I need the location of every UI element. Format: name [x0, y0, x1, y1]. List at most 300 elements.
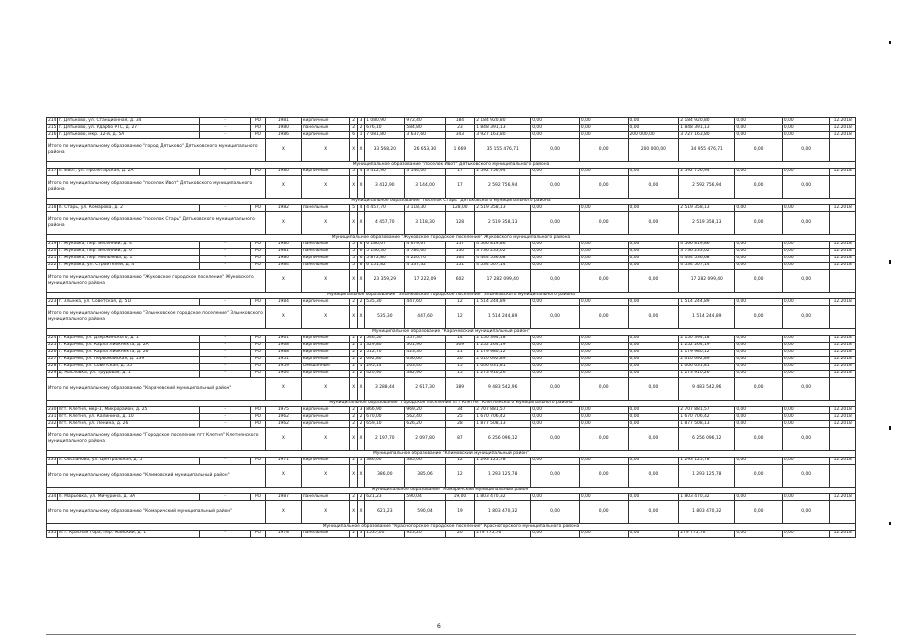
table-row [47, 414, 856, 421]
table-cell: 447,60 [405, 299, 445, 306]
subtotal-cell: 2 592 756,94 [679, 175, 735, 198]
subtotal-cell: 9 483 542,96 [475, 377, 531, 400]
subtotal-cell: 389 [445, 377, 475, 400]
table-cell: 420,90 [365, 370, 405, 377]
table-cell: 1951 [265, 356, 301, 363]
subtotal-cell: X [265, 269, 301, 292]
table-cell: 0,00 [782, 530, 830, 537]
table-cell: 670,00 [365, 414, 405, 421]
table-cell: РО [251, 125, 266, 132]
subtotal-cell: X [350, 428, 357, 451]
table-cell: г. Карачев, ул. Карла Либкнехта, д. 26 [57, 349, 200, 356]
table-cell: 0,00 [579, 530, 628, 537]
table-cell: 0,00 [531, 205, 580, 212]
subtotal-cell: 0,00 [735, 501, 783, 524]
subtotal-cell: 0,00 [531, 464, 580, 487]
subtotal-cell: X [301, 139, 350, 162]
table-cell: - [200, 494, 251, 501]
subtotal-cell: 0,00 [579, 464, 628, 487]
subtotal-cell: 0,00 [579, 501, 628, 524]
table-cell: кирпичные [301, 370, 350, 377]
table-cell: 1 [357, 342, 364, 349]
table-cell: 1964 [265, 370, 301, 377]
subtotal-row [47, 428, 856, 451]
subtotal-cell: X [350, 377, 357, 400]
table-cell: 1 006 631,81 [679, 363, 735, 370]
table-cell: 0,00 [735, 118, 783, 125]
table-row [47, 370, 856, 377]
table-cell: 0,00 [782, 421, 830, 428]
table-cell: 676,10 [365, 125, 405, 132]
subtotal-row [47, 306, 856, 329]
table-cell: 216 [48, 131, 57, 137]
table-cell: 7 081,80 [365, 132, 405, 139]
table-cell: 0,00 [782, 262, 830, 269]
table-cell: 5 [350, 262, 357, 269]
table-cell: - [200, 205, 251, 212]
table-cell: 0,00 [579, 241, 628, 248]
subtotal-cell: 34 955 476,71 [679, 139, 735, 162]
table-cell: 1971 [265, 457, 301, 464]
subtotal-cell: X [265, 377, 301, 400]
table-cell: 0,00 [531, 248, 580, 255]
subtotal-cell: 0,00 [782, 377, 830, 400]
table-cell: г. Жуковка, пер. Весенний, д. 4 [57, 241, 200, 248]
table-cell: 229 [48, 370, 57, 376]
table-cell: панельные [301, 205, 350, 212]
subtotal-cell: 0,00 [782, 464, 830, 487]
table-cell: 0,00 [628, 255, 679, 262]
subtotal-cell: 0,00 [735, 269, 783, 292]
table-cell: 1 006 631,81 [475, 363, 531, 370]
table-cell: 0,00 [782, 335, 830, 342]
table-cell: 1980 [265, 255, 301, 262]
table-cell: панельные [301, 494, 350, 501]
table-cell: 130 [445, 248, 475, 255]
table-cell: 0,00 [735, 457, 783, 464]
subtotal-cell: X [357, 269, 364, 292]
table-cell: 12.2018 [830, 421, 856, 428]
table-cell: 0,00 [579, 205, 628, 212]
table-cell: д. Масловка, ул. Трудовая, д. 1 [57, 370, 200, 377]
subtotal-cell-empty [830, 501, 856, 524]
table-cell: 0,00 [782, 363, 830, 370]
table-cell: 0,00 [579, 335, 628, 342]
table-cell: 0,00 [628, 421, 679, 428]
subtotal-cell: 0,00 [531, 377, 580, 400]
table-cell: 0,00 [782, 168, 830, 175]
table-cell: 0,00 [782, 457, 830, 464]
table-cell: - [200, 356, 251, 363]
table-cell: 2 [357, 349, 364, 356]
table-cell: РО [251, 363, 266, 370]
table-cell: 0,00 [531, 125, 580, 132]
table-cell: 0,00 [579, 356, 628, 363]
table-cell: 1968 [265, 342, 301, 349]
subtotal-cell: 0,00 [531, 269, 580, 292]
table-cell: 0,00 [782, 349, 830, 356]
table-cell: 0,00 [579, 494, 628, 501]
table-cell: 12.2018 [830, 363, 856, 370]
table-cell: 17 [445, 168, 475, 175]
table-cell: 2 [357, 494, 364, 501]
table-cell: 0,00 [628, 248, 679, 255]
subtotal-cell: X [265, 212, 301, 235]
subtotal-row [47, 464, 856, 487]
table-cell: 0,00 [531, 370, 580, 377]
table-cell: 1537,00 [365, 530, 405, 537]
table-cell: 972,40 [405, 118, 445, 125]
table-cell: 232 [48, 420, 57, 426]
table-cell: 512,70 [365, 349, 405, 356]
table-cell: смешанные [301, 363, 350, 370]
municipality-name: Муниципальное образование "Комаричский муниципальный район" [47, 487, 856, 494]
subtotal-cell: X [357, 501, 364, 524]
table-row [47, 118, 856, 125]
table-cell: 0,00 [782, 414, 830, 421]
table-cell: 0,00 [735, 421, 783, 428]
table-cell: 301,90 [405, 342, 445, 349]
table-cell: 1980 [265, 241, 301, 248]
subtotal-cell-empty [830, 428, 856, 451]
table-cell: 1 [357, 132, 364, 139]
table-cell: 220 [48, 248, 57, 254]
table-cell: РО [251, 262, 266, 269]
subtotal-cell: 0,00 [628, 269, 679, 292]
table-cell: - [200, 132, 251, 139]
table-cell: РО [251, 248, 266, 255]
subtotal-cell: 386,00 [365, 464, 405, 487]
table-cell: 2 592 756,94 [679, 168, 735, 175]
table-cell: 0,00 [735, 335, 783, 342]
subtotal-cell: 0,00 [782, 175, 830, 198]
table-cell: - [200, 125, 251, 132]
table-cell: 2 [350, 530, 357, 537]
subtotal-cell-empty [830, 139, 856, 162]
table-cell: 1980 [265, 125, 301, 132]
table-cell: 184 [445, 118, 475, 125]
table-cell: 2 [357, 370, 364, 377]
table-cell: 1981 [265, 118, 301, 125]
table-cell: 1987 [265, 494, 301, 501]
table-cell: 0,00 [782, 118, 830, 125]
table-cell: 228 [48, 363, 57, 369]
table-cell: 0,00 [579, 414, 628, 421]
table-cell: п. Обсланово, ул. Центральная, д. 5 [57, 457, 200, 464]
table-cell: 0,00 [782, 125, 830, 132]
table-cell: 0,00 [579, 370, 628, 377]
table-cell: 0,00 [579, 262, 628, 269]
table-cell: 0,00 [628, 299, 679, 306]
subtotal-cell: 0,00 [735, 212, 783, 235]
subtotal-cell: 128 [445, 212, 475, 235]
table-cell: 2 [350, 118, 357, 125]
subtotal-cell: X [301, 501, 350, 524]
table-cell: кирпичные [301, 255, 350, 262]
table-cell: г. Карачев, ул. Карла Либкнехта, д. 2А [57, 342, 200, 349]
table-cell: панельные [301, 262, 350, 269]
table-cell: РО [251, 255, 266, 262]
table-cell: 12.2018 [830, 335, 856, 342]
table-cell: 0,00 [531, 299, 580, 306]
subtotal-cell: X [265, 306, 301, 329]
register-sheet [46, 117, 856, 538]
table-cell: 12.2018 [830, 370, 856, 377]
table-cell: 0,00 [531, 421, 580, 428]
table-cell: п. Марьевка, ул. Мичурина, д. 3А [57, 494, 200, 501]
table-cell: 234 [48, 493, 57, 499]
table-cell: 0,00 [735, 370, 783, 377]
table-cell: 2 519 358,13 [679, 205, 735, 212]
table-cell: 6 [357, 248, 364, 255]
subtotal-cell-empty [830, 377, 856, 400]
table-cell: 0,00 [579, 349, 628, 356]
table-cell: 0,00 [531, 356, 580, 363]
table-cell: 0,00 [735, 530, 783, 537]
table-cell: 1 273 910,26 [679, 370, 735, 377]
subtotal-cell: 0,00 [735, 377, 783, 400]
table-cell: 219 [48, 241, 57, 247]
table-cell: 0,00 [531, 168, 580, 175]
table-row [47, 407, 856, 414]
table-cell: 4 534 507,14 [679, 262, 735, 269]
table-cell: 12.2018 [830, 342, 856, 349]
table-cell: 1986 [265, 132, 301, 139]
subtotal-label: Итого по муниципальному образованию "Жуковское городское поселение" Жуковского муниципального района [47, 269, 266, 292]
table-cell: 12.2018 [830, 414, 856, 421]
table-cell: 12.2018 [830, 118, 856, 125]
subtotal-cell: 3 144,00 [405, 175, 445, 198]
subtotal-cell: 0,00 [628, 377, 679, 400]
table-cell: 0,00 [628, 349, 679, 356]
subtotal-cell: 0,00 [735, 139, 783, 162]
margin-mark [889, 522, 891, 525]
table-cell: 2 592 756,94 [475, 168, 531, 175]
table-cell: 0,00 [628, 335, 679, 342]
table-cell: 0,00 [628, 363, 679, 370]
subtotal-label: Итого по муниципальному образованию "поселок Ивот" Дятьковского муниципального района [47, 175, 266, 198]
subtotal-cell: X [265, 501, 301, 524]
subtotal-cell: X [357, 306, 364, 329]
table-cell: 636,60 [405, 356, 445, 363]
table-cell: 2 [350, 494, 357, 501]
table-cell: 2 [357, 414, 364, 421]
table-cell: 128,00 [445, 205, 475, 212]
table-cell: 1 [357, 363, 364, 370]
page-number: 6 [437, 623, 441, 630]
table-cell: 4 457,70 [365, 205, 405, 212]
subtotal-cell: 12 [445, 464, 475, 487]
table-cell: 0,00 [628, 457, 679, 464]
table-cell: г. Дятьково, ул. Ударбо РТС, д. 27 [57, 125, 200, 132]
table-cell: РО [251, 421, 266, 428]
subtotal-row [47, 269, 856, 292]
table-row [47, 248, 856, 255]
subtotal-cell: X [350, 464, 357, 487]
table-cell: РО [251, 241, 266, 248]
table-cell: РО [251, 335, 266, 342]
table-cell: - [200, 255, 251, 262]
subtotal-cell: X [357, 175, 364, 198]
subtotal-cell: 35 155 476,71 [475, 139, 531, 162]
table-row [47, 241, 856, 248]
table-cell: 0,00 [628, 407, 679, 414]
subtotal-cell: X [350, 501, 357, 524]
table-cell: 0,00 [579, 342, 628, 349]
table-cell: 535,30 [365, 299, 405, 306]
municipality-name: Муниципальное образование "Жуковское городское поселение" Жуковского муниципального района [47, 235, 856, 242]
table-cell: 12.2018 [830, 125, 856, 132]
table-row [47, 262, 856, 269]
table-cell: 12.2018 [830, 407, 856, 414]
subtotal-cell: 2 617,30 [405, 377, 445, 400]
subtotal-cell: X [265, 464, 301, 487]
subtotal-cell: 0,00 [579, 212, 628, 235]
table-cell: 1961 [265, 335, 301, 342]
table-cell: РО [251, 414, 266, 421]
table-cell: 200 000,00 [628, 132, 679, 139]
table-cell: - [200, 407, 251, 414]
table-cell: 2 [357, 125, 364, 132]
table-cell: 3 927 163,80 [475, 132, 531, 139]
subtotal-cell: X [301, 464, 350, 487]
table-cell: 0,00 [735, 262, 783, 269]
municipality-name: Муниципальное образование "Карачевский муниципальный район" [47, 329, 856, 336]
table-cell: 157 [445, 241, 475, 248]
table-row [47, 299, 856, 306]
subtotal-cell: 621,23 [365, 501, 405, 524]
table-cell: - [200, 241, 251, 248]
table-cell: пгт. Клетня, ул. Калинина, д. 10 [57, 414, 200, 421]
subtotal-label: Итого по муниципальному образованию "город Дятьково" Дятьковского муниципального района [47, 139, 266, 162]
table-cell: 1981 [265, 248, 301, 255]
table-cell: 0,00 [735, 349, 783, 356]
table-cell: 0,00 [531, 530, 580, 537]
table-cell: 230 [48, 406, 57, 412]
subtotal-cell: 0,00 [531, 175, 580, 198]
table-row [47, 457, 856, 464]
subtotal-cell: 0,00 [628, 428, 679, 451]
table-row [47, 335, 856, 342]
table-cell: 1 848 391,13 [475, 125, 531, 132]
table-cell: 12.2018 [830, 205, 856, 212]
table-cell: 2 [350, 349, 357, 356]
subtotal-cell: 0,00 [579, 139, 628, 162]
table-row [47, 125, 856, 132]
table-cell: кирпичные [301, 421, 350, 428]
municipality-name: Муниципальное образование "поселок Старь" Дятьковского муниципального района [47, 198, 856, 205]
subtotal-cell: X [350, 212, 357, 235]
subtotal-cell: 0,00 [579, 269, 628, 292]
table-cell: - [200, 363, 251, 370]
table-cell: 1984 [265, 262, 301, 269]
table-cell: кирпичные [301, 299, 350, 306]
table-cell: 12.2018 [830, 248, 856, 255]
table-cell: 546,50 [365, 335, 405, 342]
table-cell: кирпичные [301, 118, 350, 125]
table-cell: 233 [48, 457, 57, 463]
table-cell: пгт. Клетня, мкр-1, Микрорайон, д. 25 [57, 407, 200, 414]
table-cell: 1 670 706,42 [679, 414, 735, 421]
table-row [47, 494, 856, 501]
subtotal-cell: 33 568,20 [365, 139, 405, 162]
subtotal-cell-empty [830, 175, 856, 198]
subtotal-cell: 0,00 [628, 212, 679, 235]
table-cell: 0,00 [782, 370, 830, 377]
subtotal-cell: 6 256 096,12 [475, 428, 531, 451]
table-cell: кирпичные [301, 414, 350, 421]
table-cell: 866,90 [365, 407, 405, 414]
table-cell: 12.2018 [830, 356, 856, 363]
subtotal-cell: X [265, 428, 301, 451]
table-cell: 969,20 [405, 407, 445, 414]
table-cell: кирпичные [301, 356, 350, 363]
subtotal-cell: 447,60 [405, 306, 445, 329]
subtotal-cell: X [357, 212, 364, 235]
table-cell: 1959 [265, 363, 301, 370]
subtotal-cell: X [357, 428, 364, 451]
table-cell: 5 [350, 241, 357, 248]
table-cell: 3 637,60 [405, 132, 445, 139]
table-cell: РО [251, 530, 266, 537]
table-cell: 1 [357, 457, 364, 464]
table-cell: 4 534 507,14 [475, 262, 531, 269]
table-cell: 557,30 [405, 335, 445, 342]
table-cell: 3 727 163,80 [679, 132, 735, 139]
table-cell: 164 [445, 255, 475, 262]
municipality-name: Муниципальное образование "Городское поселение пгт Клетня" Клетнянского муниципального района [47, 400, 856, 407]
subtotal-cell: 87 [445, 428, 475, 451]
table-cell: г. Жуковка, ул. Строителей, д. 4 [57, 262, 200, 269]
table-cell: 231 [48, 413, 57, 419]
table-cell: 235 [48, 530, 57, 536]
table-row [47, 363, 856, 370]
subtotal-cell: X [350, 139, 357, 162]
table-cell: 4 566 819,86 [679, 241, 735, 248]
table-cell: 3 118,30 [405, 205, 445, 212]
table-cell: 1 877 508,13 [475, 421, 531, 428]
table-cell: 0,00 [579, 125, 628, 132]
table-cell: 1 514 244,89 [475, 299, 531, 306]
municipality-name: Муниципальное образование "Злынковское городское поселение" Злынковского муниципального района [47, 292, 856, 299]
table-cell: 2 010 692,89 [475, 356, 531, 363]
table-cell: 0,00 [735, 241, 783, 248]
table-cell: 0,00 [628, 530, 679, 537]
table-cell: 2 519 358,13 [475, 205, 531, 212]
table-cell: 279 775,76 [679, 530, 735, 537]
subtotal-cell: 0,00 [782, 269, 830, 292]
table-cell: 590,04 [405, 494, 445, 501]
subtotal-cell: X [265, 175, 301, 198]
table-cell: РО [251, 118, 266, 125]
table-cell: 1 293 125,78 [475, 457, 531, 464]
table-cell: 6 [357, 241, 364, 248]
table-cell: г. Карачев, ул. Первомайская, д. 139 [57, 356, 200, 363]
table-cell: 6 186,67 [365, 241, 405, 248]
table-cell: 0,00 [579, 299, 628, 306]
subtotal-cell: 385,06 [405, 464, 445, 487]
table-cell: 1 848 391,13 [679, 125, 735, 132]
table-cell: 224 [48, 335, 57, 341]
table-row [47, 342, 856, 349]
table-cell: - [200, 248, 251, 255]
subtotal-cell: 0,00 [735, 175, 783, 198]
table-cell: 14 [445, 335, 475, 342]
table-row [47, 132, 856, 139]
table-cell: 0,00 [531, 349, 580, 356]
table-row [47, 255, 856, 262]
subtotal-cell: 0,00 [782, 428, 830, 451]
